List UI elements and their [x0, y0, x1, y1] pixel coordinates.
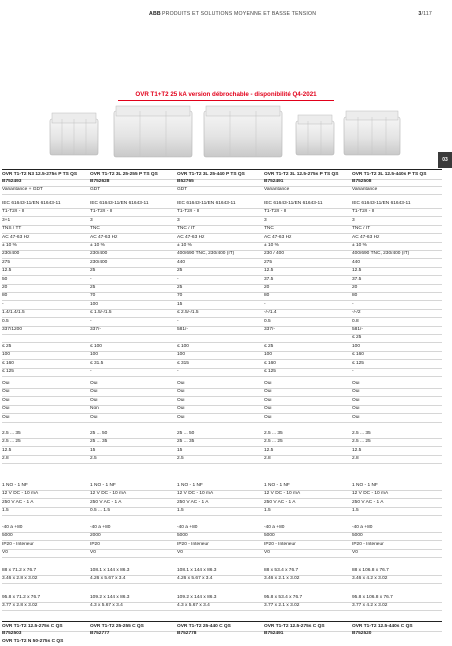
table-cell: 100	[352, 343, 361, 349]
table-cell: 3.77 x 4.2 x 3.02	[352, 603, 388, 609]
table-cell: 109.2 x 144 x 86.3	[177, 595, 217, 600]
page-number	[418, 11, 432, 17]
table-cell: 70	[177, 293, 183, 299]
table-cell: 12.5	[352, 268, 362, 274]
product-variant-row	[2, 186, 442, 195]
table-cell: Oui	[352, 397, 360, 403]
table-cell: -	[177, 276, 179, 282]
table-cell: 3.77 x 2.1 x 3.02	[264, 603, 300, 609]
table-cell: Oui	[2, 389, 10, 395]
table-cell: Non	[90, 406, 99, 412]
table-cell: -	[264, 301, 266, 307]
table-cell: OVR T1-T2 25-255 C QS	[90, 623, 144, 629]
table-cell: 5000	[352, 533, 363, 539]
table-cell: 95.8 x 106.8 x 76.7	[352, 595, 393, 600]
spec-row	[2, 507, 442, 516]
table-cell: 12.5	[264, 447, 274, 453]
table-cell: -	[90, 369, 92, 374]
table-cell: 3.77 x 2.8 x 3.02	[2, 603, 38, 609]
table-cell: 12 V DC - 10 mA	[352, 491, 389, 497]
table-cell: ± 10 %	[2, 243, 17, 248]
cartridge-extra-name-row	[2, 638, 442, 646]
table-cell: -40 à +80	[352, 525, 373, 530]
table-cell: 4.3 x 5.67 x 3.4	[177, 603, 210, 609]
table-cell: Oui	[2, 397, 10, 403]
table-cell: Variantance + GDT	[2, 187, 43, 192]
table-cell: OVR T1-T2 12.5-275s C QS	[264, 623, 325, 629]
spec-row	[2, 602, 442, 611]
table-cell: -	[177, 318, 179, 324]
table-cell: IEC 61643-11/EN 61643-11	[264, 201, 323, 206]
table-cell: OVR T1-T2 N 50-275s C QS	[2, 639, 64, 644]
table-cell: AC 47-63 Hz	[352, 234, 380, 240]
table-cell: 3	[264, 217, 267, 223]
table-cell: 100	[177, 352, 186, 358]
table-cell: 400/690 TNC, 230/400 (IT)	[352, 251, 410, 257]
table-cell: 88 x 53.4 x 76.7	[264, 568, 299, 573]
table-cell: Oui	[2, 381, 10, 386]
table-cell: 1.5	[2, 508, 9, 514]
table-cell: ≤ 100	[177, 343, 189, 349]
table-cell: T1-T2/I - II	[177, 209, 200, 215]
table-cell: TNC	[264, 226, 274, 232]
table-cell: V0	[352, 550, 358, 556]
table-cell: 1 NO - 1 NF	[90, 483, 116, 488]
table-cell: 2.5	[177, 456, 184, 462]
table-cell: 100	[90, 301, 99, 307]
table-cell: 2.5 ... 35	[264, 431, 283, 436]
table-cell: 20	[264, 285, 270, 290]
table-cell: T1-T2/I - II	[90, 209, 113, 215]
table-cell: 12.5	[2, 268, 12, 274]
table-cell: 250 V AC - 1 A	[90, 499, 122, 505]
spec-row	[2, 549, 442, 558]
table-cell: 2.5 ... 35	[352, 431, 371, 436]
table-cell: TNC	[90, 226, 100, 232]
table-cell: B752520	[352, 631, 372, 636]
table-cell: Oui	[90, 381, 98, 386]
table-cell: IEC 61643-11/EN 61643-11	[2, 201, 61, 206]
table-cell: Oui	[177, 406, 185, 412]
table-cell: 50	[2, 276, 8, 282]
table-cell: ± 10 %	[90, 243, 105, 248]
table-cell: 95.8 x 53.4 x 76.7	[264, 595, 303, 600]
table-cell: V0	[264, 550, 270, 556]
table-cell: Oui	[177, 381, 185, 386]
brand-name: ABB	[149, 11, 161, 17]
table-cell: 3	[90, 217, 93, 223]
table-cell: 37.5	[352, 276, 362, 282]
table-cell: 3	[352, 217, 355, 223]
table-cell: 25	[177, 285, 183, 290]
table-cell: 5000	[2, 533, 13, 539]
table-cell: ± 10 %	[177, 243, 192, 248]
table-cell: 3.46 x 2.8 x 3.02	[2, 576, 38, 582]
table-cell: 12.5	[2, 447, 12, 453]
table-cell: IP20 - Intérieur	[264, 541, 296, 547]
table-cell: T1-T2/I - II	[2, 209, 25, 215]
table-cell: 5000	[264, 533, 275, 539]
table-cell: IP20 - Intérieur	[2, 541, 34, 547]
table-cell: IEC 61643-11/EN 61643-11	[352, 201, 411, 206]
spec-row	[2, 575, 442, 584]
spec-row	[2, 368, 442, 377]
table-cell: Oui	[352, 389, 360, 395]
table-cell: AC 47-63 Hz	[177, 234, 205, 240]
table-cell: OVR T1-T2 N3 12.5-275s P TS QS	[2, 171, 78, 177]
table-cell: -/-/1.4	[264, 310, 277, 316]
table-cell: V0	[90, 550, 96, 556]
table-cell: Oui	[90, 414, 98, 420]
table-cell: 25 ... 50	[177, 431, 195, 436]
table-cell: B752491	[264, 631, 284, 636]
table-cell: -	[90, 318, 92, 324]
table-cell: ≤ 160	[2, 360, 14, 366]
table-cell: 3.46 x 2.1 x 3.02	[264, 576, 300, 582]
product-images	[44, 103, 404, 159]
table-cell: IEC 61643-11/EN 61643-11	[90, 201, 149, 206]
table-cell: ≤ 100	[90, 343, 102, 349]
table-cell: 100	[2, 352, 11, 358]
table-cell: 581/-	[352, 327, 363, 332]
table-cell: Oui	[352, 414, 360, 420]
table-cell: 88 x 71.2 x 76.7	[2, 568, 37, 573]
table-cell: ≤ 125	[264, 369, 276, 374]
table-cell: 337/1200	[2, 327, 23, 332]
table-cell: -	[90, 276, 92, 282]
table-cell: 4.26 x 5.67 x 3.4	[177, 576, 213, 582]
table-cell: 25 ... 50	[90, 431, 108, 436]
table-cell: AC 47-63 Hz	[264, 234, 292, 240]
table-cell: 2.5	[90, 456, 97, 462]
table-cell: 95.8 x 71.2 x 76.7	[2, 595, 41, 600]
table-cell: 25 ... 35	[90, 439, 108, 445]
header-subtitle: PRODUITS ET SOLUTIONS MOYENNE ET BASSE TENSION	[162, 11, 317, 17]
table-cell: 2000	[90, 533, 101, 539]
table-cell: IP20 - Intérieur	[177, 541, 209, 547]
table-cell: 230/400	[2, 251, 20, 257]
table-cell: 2.8	[264, 456, 271, 462]
table-cell: Variantance	[264, 187, 290, 192]
table-cell: Oui	[177, 414, 185, 420]
table-cell: Oui	[177, 389, 185, 395]
table-cell: -40 à +80	[264, 525, 285, 530]
section-title: OVR T1+T2 25 kA version débrochable - disponibilité Q4-2021	[135, 91, 317, 98]
table-cell: 250 V AC - 1 A	[264, 499, 296, 505]
table-cell: B52765	[177, 179, 194, 184]
table-cell: 80	[352, 293, 358, 299]
table-cell: 440	[177, 259, 186, 265]
table-cell: Oui	[264, 381, 272, 386]
table-cell: 80	[2, 293, 8, 299]
table-cell: OVR T1-T2 3L 25-255 P TS QS	[90, 171, 158, 177]
table-cell: V0	[2, 550, 8, 556]
device-2	[114, 106, 192, 157]
table-cell: -	[177, 369, 179, 374]
table-cell: ≤ 25	[352, 335, 362, 341]
table-cell: OVR T1-T2 3L 12.5-275s P TS QS	[264, 171, 339, 177]
table-cell: OVR T1-T2 25-440 C QS	[177, 623, 231, 629]
table-cell: B752508	[352, 179, 372, 184]
table-cell: -	[352, 301, 354, 307]
table-cell: Oui	[264, 406, 272, 412]
table-cell: 250 V AC - 1 A	[352, 499, 384, 505]
table-cell: 0.5 ... 1.5	[90, 508, 111, 514]
table-cell: OVR T1-T2 3L 25-440 P TS QS	[177, 171, 245, 177]
table-cell: Oui	[90, 389, 98, 395]
table-cell: -	[352, 369, 354, 374]
device-1	[50, 113, 98, 155]
table-cell: 25	[177, 268, 183, 274]
page-total: /117	[421, 11, 432, 17]
page-current: 3	[418, 11, 422, 17]
spec-row	[2, 414, 442, 423]
table-cell: 108.1 x 144 x 86.3	[177, 568, 217, 573]
table-cell: ≤ 25	[264, 343, 274, 349]
table-cell: -40 à +80	[2, 525, 23, 530]
table-cell: 15	[90, 447, 96, 453]
table-cell: 250 V AC - 1 A	[177, 499, 209, 505]
table-cell: AC 47-63 Hz	[2, 234, 30, 240]
table-cell: 581/-	[177, 327, 188, 332]
table-cell: 0.5	[264, 318, 271, 324]
table-cell: Oui	[90, 397, 98, 403]
table-cell: 2.5 ... 35	[2, 431, 21, 436]
table-cell: TNS / TT	[2, 226, 22, 232]
table-cell: 12.5	[264, 268, 274, 274]
table-cell: 25	[90, 285, 96, 290]
table-cell: B752778	[177, 631, 197, 636]
table-cell: GDT	[177, 187, 188, 192]
table-cell: ≤ 125	[2, 369, 14, 374]
table-cell: 2.5 ... 25	[2, 439, 21, 445]
table-cell: 400/690 TNC, 230/400 (IT)	[177, 251, 235, 257]
table-cell: 88 x 106.8 x 76.7	[352, 568, 389, 573]
table-cell: ≤ 2.5/-/1.5	[177, 310, 199, 316]
table-cell: 2.8	[2, 456, 9, 462]
table-cell: OVR T1-T2 12.5-275s C QS	[2, 623, 63, 629]
table-cell: 5000	[177, 533, 188, 539]
table-cell: ≤ 31.5	[90, 360, 104, 366]
table-cell: 3	[177, 217, 180, 223]
table-cell: -40 à +80	[177, 525, 198, 530]
table-cell: 100	[90, 352, 99, 358]
table-cell: -/-/2	[352, 310, 361, 316]
table-cell: -40 à +80	[90, 525, 111, 530]
table-cell: 12 V DC - 10 mA	[177, 491, 214, 497]
table-cell: Oui	[352, 381, 360, 386]
table-cell: ± 10 %	[352, 243, 367, 248]
table-cell: 25 ... 35	[177, 439, 195, 445]
table-cell: AC 47-63 Hz	[90, 234, 118, 240]
table-cell: IP20	[90, 541, 100, 547]
table-cell: 70	[90, 293, 96, 299]
table-cell: GDT	[90, 187, 101, 192]
table-cell: 80	[264, 293, 270, 299]
table-cell: TNC / IT	[177, 226, 196, 232]
title-underline	[118, 100, 334, 101]
device-5	[344, 111, 400, 155]
table-cell: 250 V AC - 1 A	[2, 499, 34, 505]
device-4	[296, 115, 334, 155]
table-cell: V0	[177, 550, 183, 556]
table-cell: 15	[177, 301, 183, 307]
table-cell: 1.5	[352, 508, 359, 514]
table-cell: Oui	[264, 397, 272, 403]
cartridge-ref-row	[2, 630, 442, 638]
table-cell: OVR T1-T2 12.5-440s C QS	[352, 623, 413, 629]
table-cell: ≤ 1.5/-/1.5	[90, 310, 112, 316]
table-cell: T1-T2/I - II	[264, 209, 287, 215]
table-cell: 2.5 ... 25	[352, 439, 371, 445]
table-cell: B752628	[90, 179, 110, 184]
product-illustrations	[44, 103, 404, 159]
table-cell: 1 NO - 1 NF	[177, 483, 203, 488]
table-cell: 230/400	[90, 259, 108, 265]
table-cell: Oui	[352, 406, 360, 412]
table-cell: 2.8	[352, 456, 359, 462]
table-cell: 4.3 x 5.67 x 3.4	[90, 603, 123, 609]
table-cell: 230 / 400	[264, 251, 285, 257]
table-cell: 230/400	[90, 251, 108, 257]
table-cell: ≤ 160	[264, 360, 276, 366]
table-cell: 12 V DC - 10 mA	[264, 491, 301, 497]
table-cell: 37.5	[264, 276, 274, 282]
table-cell: 1.5	[264, 508, 271, 514]
table-cell: B752503	[2, 631, 22, 636]
spec-row	[2, 455, 442, 464]
table-cell: B752777	[90, 631, 110, 636]
table-cell: B752491	[264, 179, 284, 184]
table-cell: 20	[352, 285, 358, 290]
table-cell: 440	[352, 259, 361, 265]
table-cell: B752493	[2, 179, 22, 184]
table-cell: 1.5	[177, 508, 184, 514]
table-cell: Oui	[2, 406, 10, 412]
table-cell: ≤ 315	[177, 360, 189, 366]
table-cell: ≤ 25	[2, 343, 12, 349]
table-cell: 12 V DC - 10 mA	[2, 491, 39, 497]
table-cell: Oui	[2, 414, 10, 420]
table-cell: OVR T1-T2 3L 12.5-440s P TS QS	[352, 171, 427, 177]
table-cell: 12 V DC - 10 mA	[90, 491, 127, 497]
table-cell: 109.2 x 144 x 86.3	[90, 595, 130, 600]
table-cell: Oui	[264, 389, 272, 395]
section-tab: 03	[438, 152, 452, 168]
table-cell: Oui	[177, 397, 185, 403]
table-cell: 15	[177, 447, 183, 453]
table-cell: T1-T2/I - II	[352, 209, 375, 215]
table-cell: 3.46 x 4.2 x 3.02	[352, 576, 388, 582]
table-cell: 1 NO - 1 NF	[2, 483, 28, 488]
table-cell: 4.26 x 5.67 x 3.4	[90, 576, 126, 582]
device-3	[204, 106, 282, 157]
table-cell: 1 NO - 1 NF	[352, 483, 378, 488]
table-cell: ≤ 125	[352, 360, 364, 366]
page-header	[0, 10, 452, 22]
table-cell: 337/-	[90, 327, 101, 332]
table-cell: 337/-	[264, 327, 275, 332]
table-cell: ± 10 %	[264, 243, 279, 248]
table-cell: Variantance	[352, 187, 378, 192]
table-cell: 25	[90, 268, 96, 274]
table-cell: TNC / IT	[352, 226, 371, 232]
table-cell: 2.5 ... 25	[264, 439, 283, 445]
table-cell: 0.8	[352, 318, 359, 324]
table-cell: 0.5	[2, 318, 9, 324]
table-cell: IEC 61643-11/EN 61643-11	[177, 201, 236, 206]
table-cell: 275	[264, 259, 273, 265]
table-cell: Oui	[264, 414, 272, 420]
table-cell: -	[2, 301, 4, 307]
table-cell: 100	[264, 352, 273, 358]
table-cell: 108.1 x 144 x 86.3	[90, 568, 130, 573]
table-cell: IP20 - Intérieur	[352, 541, 384, 547]
table-cell: 20	[2, 285, 8, 290]
table-cell: 3+1	[2, 217, 11, 223]
table-cell: 1 NO - 1 NF	[264, 483, 290, 488]
table-cell: 12.5	[352, 447, 362, 453]
table-cell: 1.4/1.4/1.5	[2, 310, 25, 316]
table-cell: ≤ 160	[352, 352, 364, 358]
table-cell: 275	[2, 259, 11, 265]
